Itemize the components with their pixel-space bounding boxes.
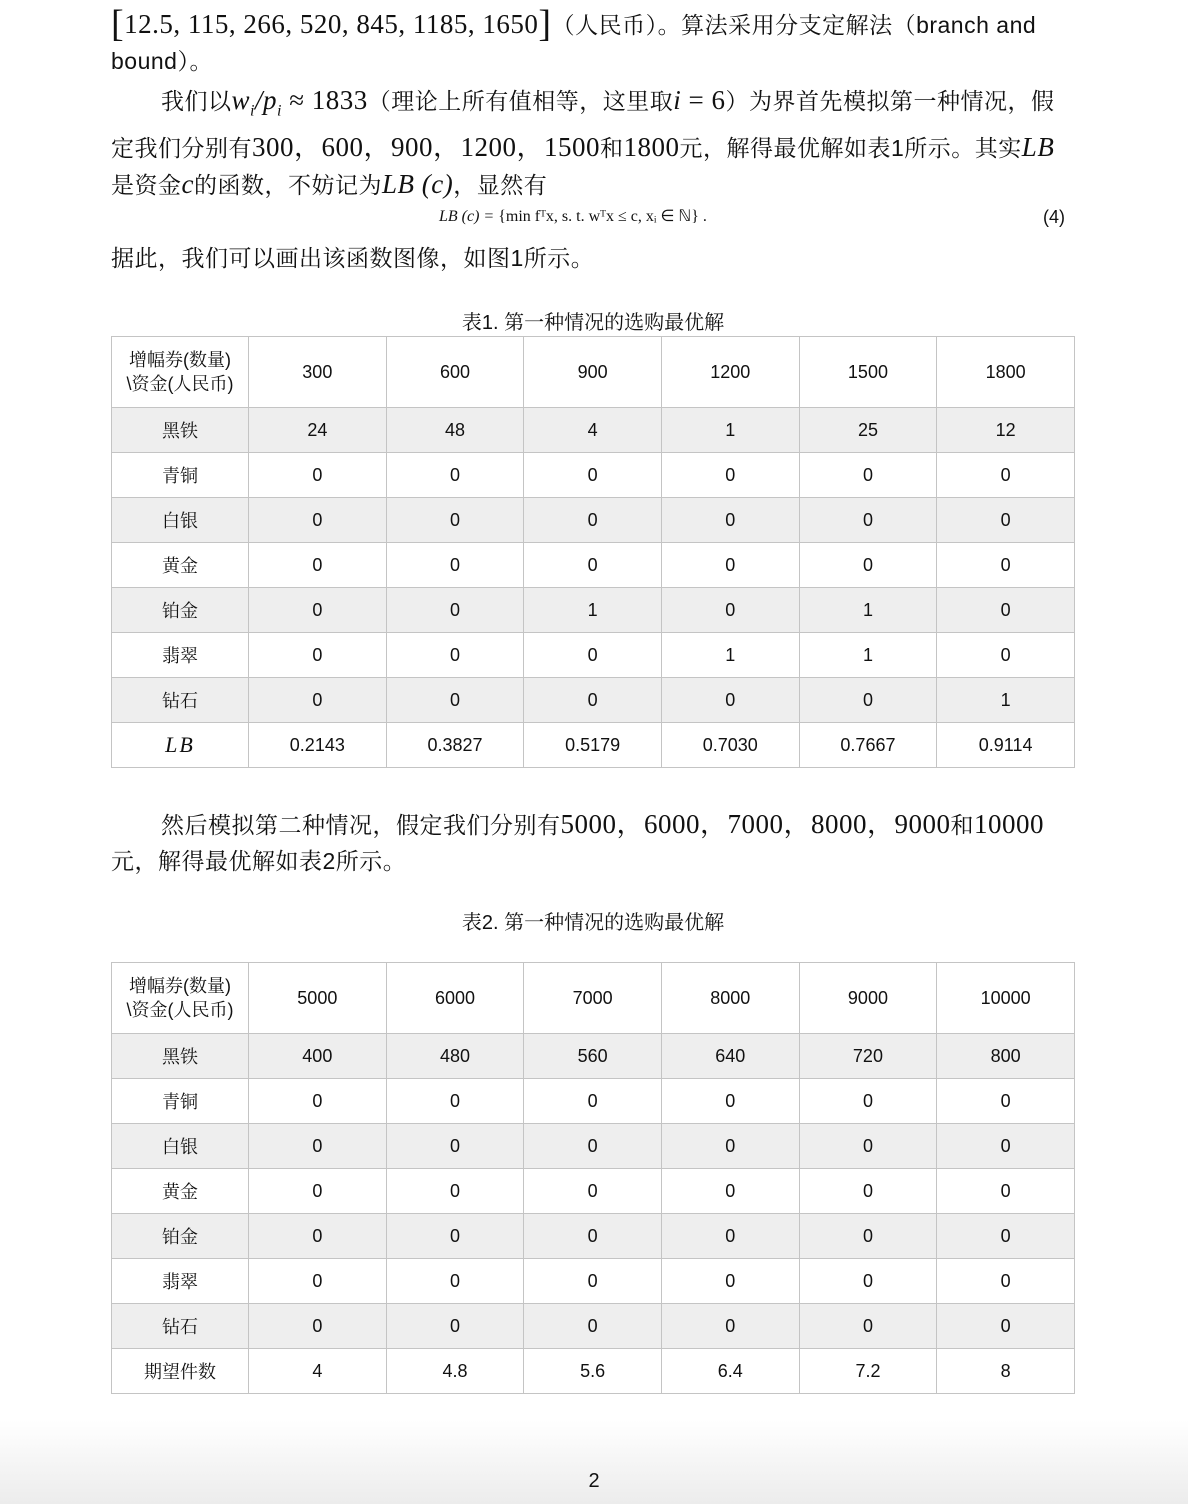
table-cell: 0	[661, 543, 799, 588]
page-number: 2	[588, 1470, 600, 1492]
table-cell: 0	[799, 1304, 937, 1349]
table-cell: 0	[661, 453, 799, 498]
row-label: 青铜	[112, 453, 249, 498]
table-cell: 0	[799, 543, 937, 588]
table-row	[112, 1259, 1075, 1304]
column-header: 6000	[386, 963, 524, 1034]
table-cell: 0	[386, 678, 524, 723]
price-vector-values: 12.5, 115, 266, 520, 845, 1185, 1650	[124, 9, 539, 39]
table-cell: 0	[524, 678, 662, 723]
table-cell: 25	[799, 408, 937, 453]
table-cell: 0	[661, 588, 799, 633]
row-label: 铂金	[112, 588, 249, 633]
table-row	[112, 498, 1075, 543]
text-segment: ，显然有	[453, 172, 548, 199]
table-cell: 0.7030	[661, 723, 799, 768]
row-label: 白银	[112, 1124, 249, 1169]
table-cell: 0	[386, 1169, 524, 1214]
table-cell: 0	[249, 1259, 387, 1304]
table2-caption: 表2. 第一种情况的选购最优解	[461, 912, 725, 934]
table-cell: 0	[386, 1079, 524, 1124]
paragraph-second-scenario	[111, 806, 1075, 879]
header-corner-cell	[112, 963, 249, 1034]
column-header: 7000	[524, 963, 662, 1034]
table-cell: 0	[937, 1079, 1075, 1124]
table1-caption: 表1. 第一种情况的选购最优解	[461, 312, 725, 334]
table-cell: 0.7667	[799, 723, 937, 768]
row-label: 翡翠	[112, 633, 249, 678]
math-sub: i	[276, 102, 282, 120]
table1	[111, 336, 1075, 768]
row-label: 翡翠	[112, 1259, 249, 1304]
equation-4	[111, 203, 1075, 231]
table-cell: 0	[937, 1214, 1075, 1259]
table-cell: 0	[661, 678, 799, 723]
table-row	[112, 1124, 1075, 1169]
table-cell: 0.5179	[524, 723, 662, 768]
amount-last: 1800	[623, 132, 680, 163]
table-cell: 1	[661, 408, 799, 453]
table-row	[112, 1079, 1075, 1124]
text-segment: 我们以	[161, 88, 232, 114]
table-cell: 0	[799, 1124, 937, 1169]
header-corner-line: 增幅券(数量)	[129, 350, 231, 370]
row-label: 黄金	[112, 543, 249, 588]
table-cell: 4	[249, 1349, 387, 1394]
table-header-row	[112, 337, 1075, 408]
amount-last: 10000	[974, 809, 1044, 839]
table-cell: 5.6	[524, 1349, 662, 1394]
table-cell: 0	[386, 1304, 524, 1349]
table-row	[112, 1304, 1075, 1349]
text-segment: 元，解得最优解如表2所示。	[111, 848, 407, 874]
table-cell: 0	[249, 1304, 387, 1349]
paragraph-first-scenario	[111, 82, 1075, 203]
header-corner-line: \资金(人民币)	[126, 1000, 234, 1020]
table-cell: 0	[799, 678, 937, 723]
text-segment: 的函数，不妨记为	[193, 172, 382, 199]
table-cell: 7.2	[799, 1349, 937, 1394]
table-cell: 0	[661, 1079, 799, 1124]
table-cell: 1	[937, 678, 1075, 723]
table-cell: 0	[937, 1304, 1075, 1349]
table-cell: 0	[937, 633, 1075, 678]
table-cell: 0	[799, 1259, 937, 1304]
table-cell: 0	[386, 453, 524, 498]
table-cell: 800	[937, 1034, 1075, 1079]
table-cell: 24	[249, 408, 387, 453]
paragraph-price-vector	[111, 3, 1075, 79]
table-row	[112, 723, 1075, 768]
column-header: 600	[386, 337, 524, 408]
table-cell: 48	[386, 408, 524, 453]
math-c: c	[181, 169, 194, 200]
table-cell: 720	[799, 1034, 937, 1079]
table-row	[112, 408, 1075, 453]
equation-body	[439, 203, 707, 231]
table-cell: 400	[249, 1034, 387, 1079]
column-header: 300	[249, 337, 387, 408]
math-lb: LB	[1021, 132, 1055, 163]
column-header: 8000	[661, 963, 799, 1034]
text-segment: 和	[600, 135, 624, 162]
table-cell: 640	[661, 1034, 799, 1079]
table-row	[112, 1169, 1075, 1214]
table-cell: 0	[249, 1214, 387, 1259]
table-cell: 0	[524, 1079, 662, 1124]
equation-lhs: LB (c) =	[439, 208, 499, 225]
equation-rhs: {min fᵀx, s. t. wᵀx ≤ c, xᵢ ∈ ℕ} .	[498, 208, 707, 225]
text-segment: ）为界首先模拟第一种情况，假定我们分别有	[111, 88, 1055, 162]
column-header: 1200	[661, 337, 799, 408]
table-cell: 0	[799, 1169, 937, 1214]
row-label: 期望件数	[112, 1349, 249, 1394]
column-header: 10000	[937, 963, 1075, 1034]
table-cell: 6.4	[661, 1349, 799, 1394]
table-cell: 0	[937, 1124, 1075, 1169]
row-label: 青铜	[112, 1079, 249, 1124]
table-cell: 1	[524, 588, 662, 633]
row-label: LB	[112, 723, 249, 768]
row-label: 黄金	[112, 1169, 249, 1214]
table-row	[112, 678, 1075, 723]
table-cell: 0	[799, 1214, 937, 1259]
table-cell: 0	[249, 1124, 387, 1169]
table-cell: 8	[937, 1349, 1075, 1394]
table-cell: 0	[524, 1259, 662, 1304]
table-cell: 480	[386, 1034, 524, 1079]
row-label: 钻石	[112, 1304, 249, 1349]
header-corner-line: \资金(人民币)	[126, 374, 234, 394]
table-cell: 0	[524, 543, 662, 588]
math-p: /p	[254, 85, 277, 115]
text-segment: 是资金	[111, 172, 182, 199]
table-cell: 1	[799, 633, 937, 678]
table-cell: 0	[524, 1169, 662, 1214]
amounts-list: 300，600，900，1200，1500	[252, 132, 600, 163]
table-cell: 0	[249, 498, 387, 543]
table-row	[112, 1214, 1075, 1259]
paragraph-text: （人民币）。算法采用分支定解法（branch and bound）。	[111, 12, 1037, 74]
table-cell: 0	[524, 633, 662, 678]
table-row	[112, 1034, 1075, 1079]
table-row	[112, 1349, 1075, 1394]
table-cell: 0	[249, 678, 387, 723]
table-cell: 0	[661, 1214, 799, 1259]
column-header: 9000	[799, 963, 937, 1034]
column-header: 1500	[799, 337, 937, 408]
equation-number: (4)	[1043, 207, 1065, 227]
table-cell: 0	[799, 453, 937, 498]
math-w: w	[231, 85, 251, 115]
table-cell: 0	[661, 1304, 799, 1349]
left-bracket: [	[111, 3, 125, 45]
table-cell: 0	[661, 498, 799, 543]
table-cell: 0	[661, 1124, 799, 1169]
text-segment: 和	[950, 812, 974, 838]
table-row	[112, 588, 1075, 633]
table-cell: 0	[937, 1169, 1075, 1214]
math-lb-c: LB (c)	[381, 169, 454, 200]
table-cell: 560	[524, 1034, 662, 1079]
table-cell: 0	[386, 588, 524, 633]
amounts-list: 5000，6000，7000，8000，9000	[560, 809, 951, 839]
table-cell: 0	[386, 1259, 524, 1304]
table-cell: 4.8	[386, 1349, 524, 1394]
table-cell: 0	[386, 633, 524, 678]
table-cell: 0	[524, 1214, 662, 1259]
table-cell: 0	[386, 1124, 524, 1169]
math-sub: i	[250, 102, 255, 120]
table-cell: 0	[937, 498, 1075, 543]
table-cell: 0.9114	[937, 723, 1075, 768]
table-cell: 0	[524, 498, 662, 543]
table-cell: 0	[937, 1259, 1075, 1304]
row-label: 铂金	[112, 1214, 249, 1259]
table-row	[112, 453, 1075, 498]
math-i: i	[673, 85, 682, 115]
table-cell: 0	[249, 633, 387, 678]
table-cell: 0	[937, 543, 1075, 588]
text-segment: （理论上所有值相等，这里取	[367, 88, 674, 114]
table-cell: 0	[661, 1259, 799, 1304]
column-header: 1800	[937, 337, 1075, 408]
table-cell: 0	[524, 1124, 662, 1169]
table-cell: 0	[249, 453, 387, 498]
table-cell: 0	[249, 588, 387, 633]
table-cell: 12	[937, 408, 1075, 453]
table-cell: 0	[249, 1079, 387, 1124]
text-segment: 元，解得最优解如表1所示。其实	[679, 135, 1022, 162]
table-row	[112, 543, 1075, 588]
table-header-row	[112, 963, 1075, 1034]
table-cell: 0	[249, 543, 387, 588]
table-cell: 1	[661, 633, 799, 678]
table-cell: 0	[661, 1169, 799, 1214]
column-header: 5000	[249, 963, 387, 1034]
header-corner-cell	[112, 337, 249, 408]
table-cell: 0	[386, 498, 524, 543]
math-i-value: = 6	[681, 85, 726, 115]
row-label: 黑铁	[112, 1034, 249, 1079]
table-cell: 0	[386, 1214, 524, 1259]
text-segment: 然后模拟第二种情况，假定我们分别有	[161, 812, 561, 838]
table-cell: 0	[249, 1169, 387, 1214]
table2	[111, 962, 1075, 1394]
table-cell: 0	[386, 543, 524, 588]
right-bracket: ]	[538, 3, 552, 45]
paragraph-figure-ref: 据此，我们可以画出该函数图像，如图1所示。	[111, 245, 595, 271]
math-ratio	[231, 85, 282, 120]
table-cell: 0.3827	[386, 723, 524, 768]
table-cell: 0	[524, 453, 662, 498]
math-approx-value: ≈ 1833	[281, 85, 368, 115]
table-cell: 0	[937, 588, 1075, 633]
table-cell: 0	[799, 1079, 937, 1124]
row-label: 钻石	[112, 678, 249, 723]
table-cell: 0	[799, 498, 937, 543]
column-header: 900	[524, 337, 662, 408]
table-cell: 0	[524, 1304, 662, 1349]
header-corner-line: 增幅券(数量)	[129, 976, 231, 996]
row-label: 黑铁	[112, 408, 249, 453]
table-row	[112, 633, 1075, 678]
table-cell: 1	[799, 588, 937, 633]
table-cell: 0.2143	[249, 723, 387, 768]
table-cell: 0	[937, 453, 1075, 498]
table-cell: 4	[524, 408, 662, 453]
row-label: 白银	[112, 498, 249, 543]
